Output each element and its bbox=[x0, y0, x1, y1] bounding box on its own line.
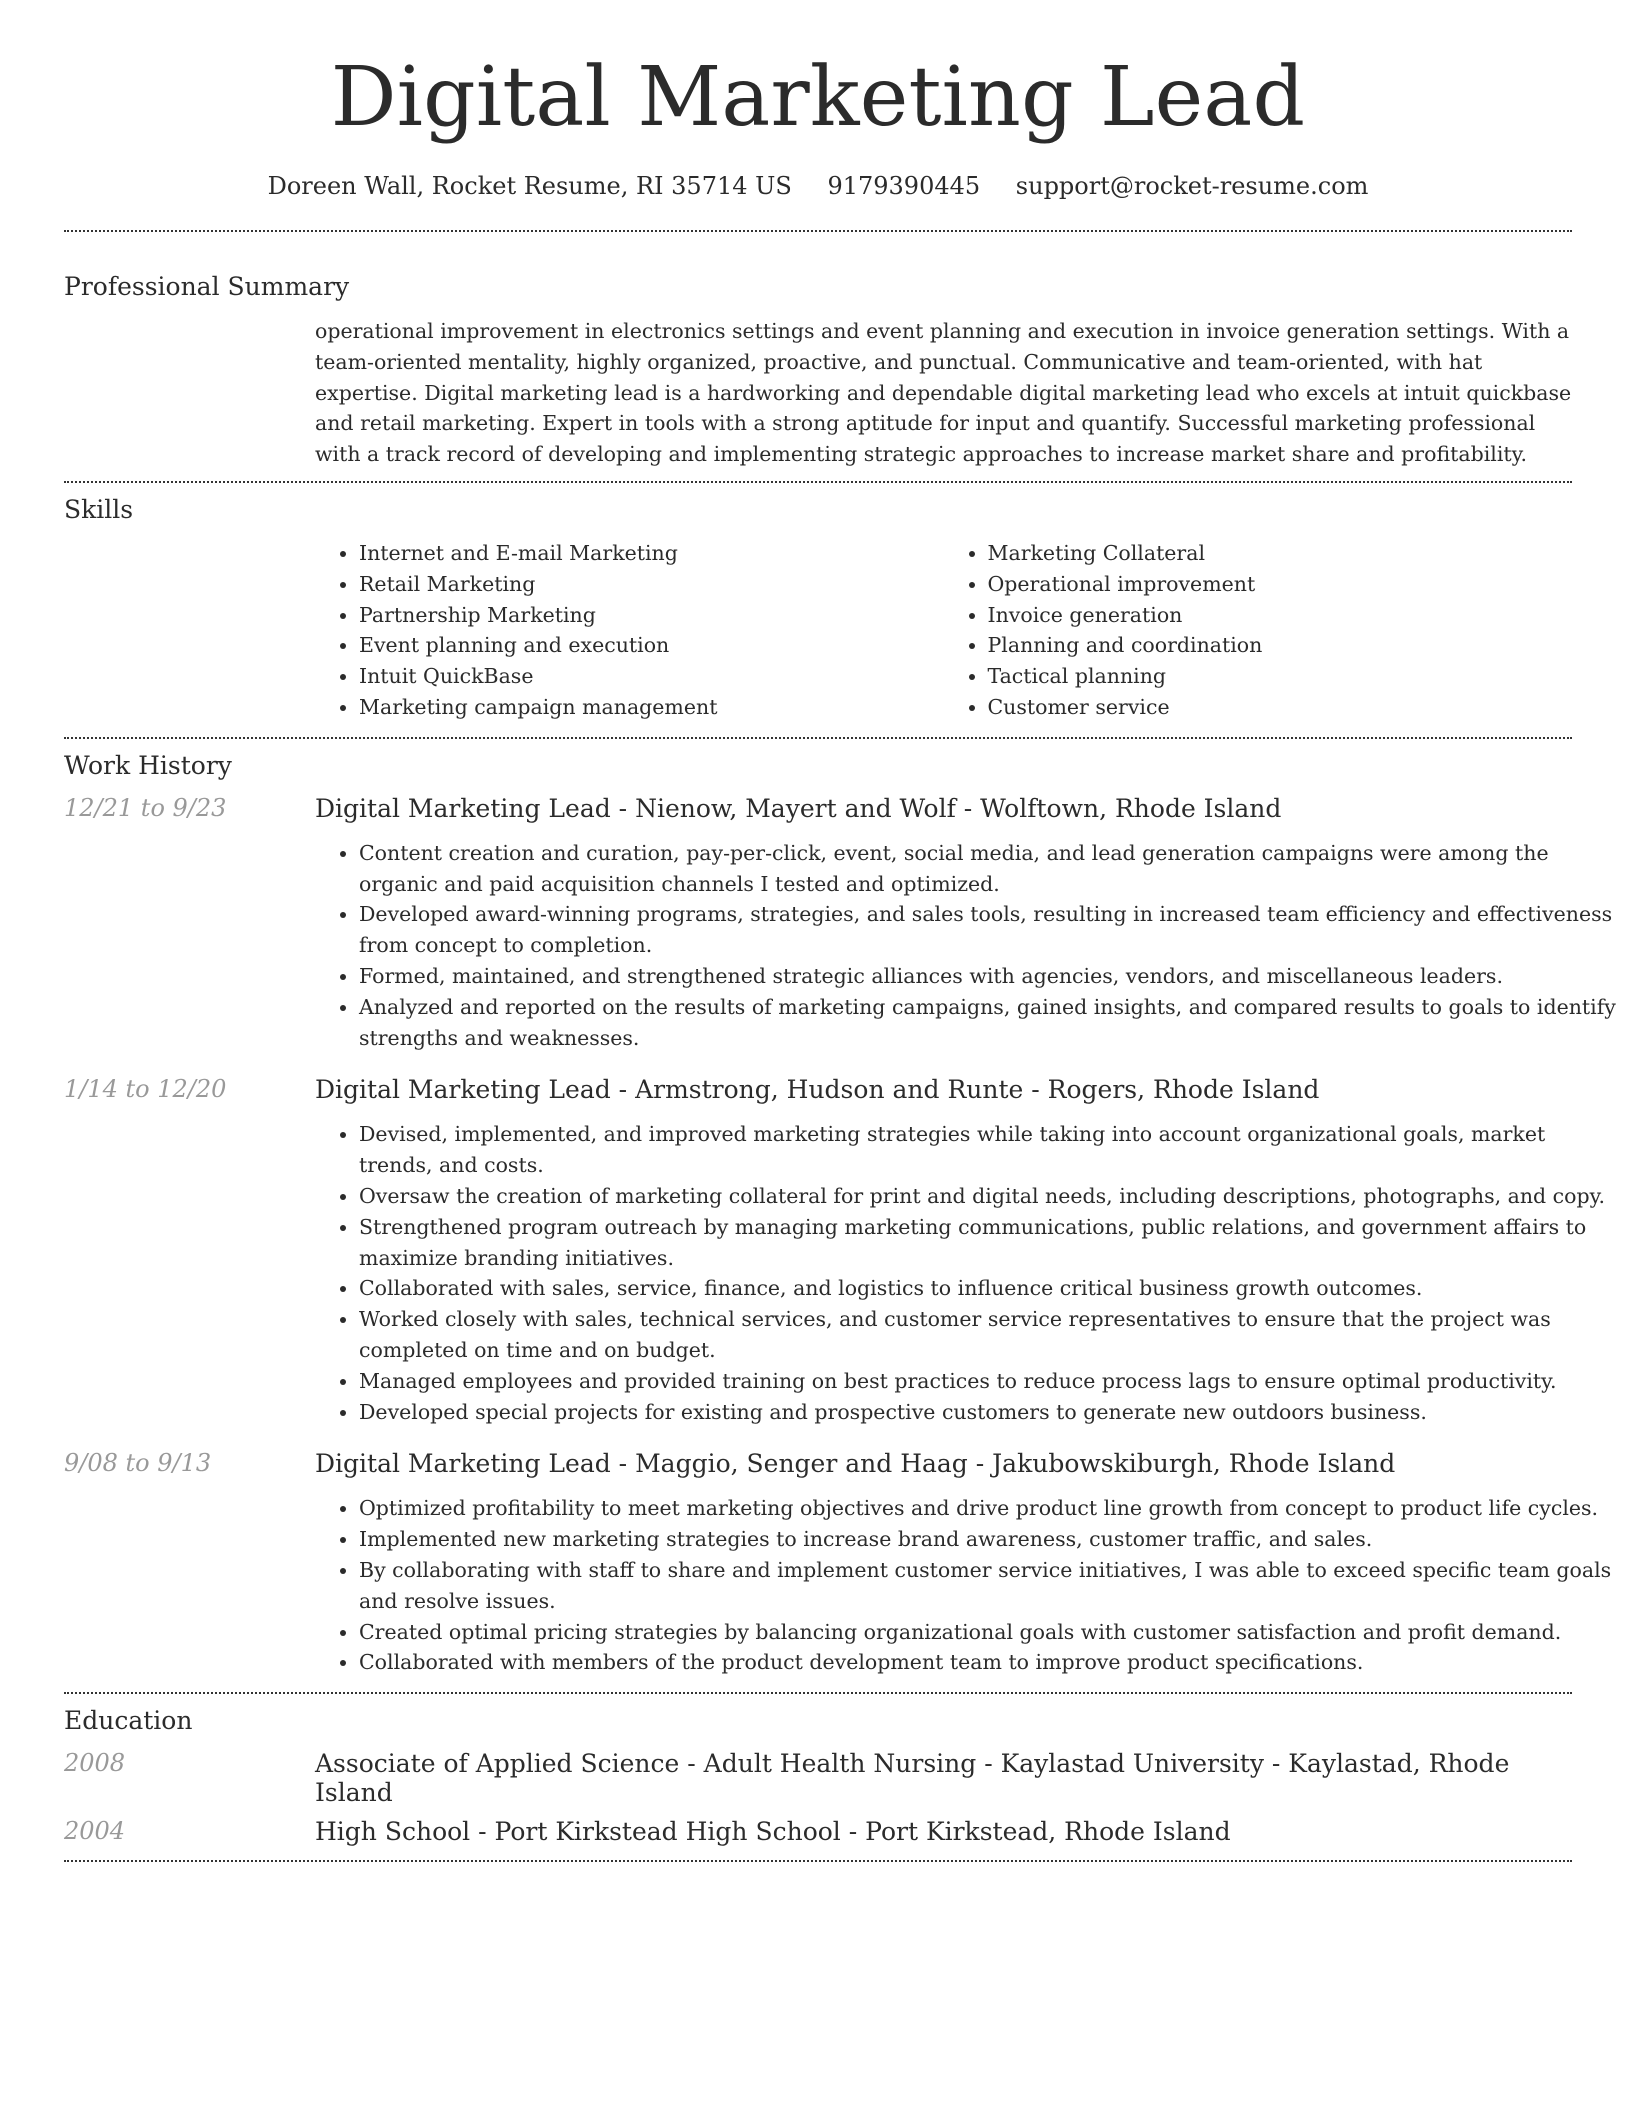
skill-item: • Retail Marketing bbox=[359, 569, 944, 600]
summary-heading: Professional Summary bbox=[64, 272, 350, 301]
contact-phone: 9179390445 bbox=[827, 172, 981, 200]
job-bullet: • Content creation and curation, pay-per-click, event, social media, and lead generation campaigns were among the organic and paid acquisition channels I tested and optimized. bbox=[359, 838, 1616, 900]
resume-name: Digital Marketing Lead bbox=[330, 50, 1306, 145]
divider bbox=[64, 1692, 1572, 1694]
skill-item: • Customer service bbox=[988, 692, 1573, 723]
summary-text: operational improvement in electronics settings and event planning and execution in invoice generation settings. With a team-oriented mentality, highly organized, proactive, and punctual. Communicative and team-oriented, with hat expertise. Digital marketing lead is a hardworking and dependable digital marketing lead who excels at intuit quickbase and retail marketing. Expert in tools with a strong aptitude for input and quantify. Successful marketing professional with a track record of developing and implementing strategic approaches to increase market share and profitability. bbox=[315, 319, 1572, 467]
education-title: High School - Port Kirkstead High School - Port Kirkstead, Rhode Island bbox=[315, 1817, 1231, 1847]
education-year: 2008 bbox=[64, 1749, 126, 1778]
job-bullet: • Formed, maintained, and strengthened strategic alliances with agencies, vendors, and miscellaneous leaders. bbox=[359, 961, 1616, 992]
job-bullets bbox=[315, 1493, 1616, 1678]
job-bullet: • Devised, implemented, and improved marketing strategies while taking into account organizational goals, market trends, and costs. bbox=[359, 1119, 1616, 1181]
work-heading: Work History bbox=[64, 750, 232, 780]
divider bbox=[64, 737, 1572, 739]
job-title: Digital Marketing Lead - Maggio, Senger and Haag - Jakubowskiburgh, Rhode Island bbox=[315, 1449, 1396, 1479]
job-dates: 9/08 to 9/13 bbox=[64, 1449, 212, 1478]
job-dates: 12/21 to 9/23 bbox=[64, 793, 227, 822]
job-dates: 1/14 to 12/20 bbox=[64, 1075, 227, 1104]
divider bbox=[64, 481, 1572, 483]
skills-column-right bbox=[944, 538, 1573, 723]
skills-list bbox=[315, 538, 1572, 723]
job-bullets bbox=[315, 1119, 1616, 1427]
skills-column-left bbox=[315, 538, 944, 723]
skill-item: • Internet and E-mail Marketing bbox=[359, 538, 944, 569]
contact-address: Doreen Wall, Rocket Resume, RI 35714 US bbox=[267, 172, 792, 200]
job-bullet: • Collaborated with sales, service, finance, and logistics to influence critical business growth outcomes. bbox=[359, 1273, 1616, 1304]
job-bullet: • Collaborated with members of the product development team to improve product specifications. bbox=[359, 1647, 1616, 1678]
skill-item: • Invoice generation bbox=[988, 600, 1573, 631]
job-entry bbox=[64, 793, 1616, 1054]
skill-item: • Operational improvement bbox=[988, 569, 1573, 600]
skill-item: • Intuit QuickBase bbox=[359, 661, 944, 692]
resume-page bbox=[64, 0, 1616, 1862]
job-entry bbox=[64, 1449, 1612, 1678]
education-entry bbox=[64, 1749, 1572, 1808]
education-entry bbox=[64, 1817, 1572, 1857]
skill-item: • Planning and coordination bbox=[988, 630, 1573, 661]
job-bullets bbox=[315, 838, 1616, 1054]
contact-line bbox=[64, 172, 1572, 202]
job-bullet: • Oversaw the creation of marketing collateral for print and digital needs, including descriptions, photographs, and copy. bbox=[359, 1181, 1616, 1212]
skill-item: • Event planning and execution bbox=[359, 630, 944, 661]
job-bullet: • Analyzed and reported on the results of marketing campaigns, gained insights, and compared results to goals to identify strengths and weaknesses. bbox=[359, 992, 1616, 1054]
skill-item: • Marketing campaign management bbox=[359, 692, 944, 723]
skill-item: • Marketing Collateral bbox=[988, 538, 1573, 569]
education-heading: Education bbox=[64, 1706, 193, 1736]
skill-item: • Partnership Marketing bbox=[359, 600, 944, 631]
job-bullet: • Managed employees and provided training on best practices to reduce process lags to ensure optimal productivity. bbox=[359, 1366, 1616, 1397]
contact-email: support@rocket-resume.com bbox=[1015, 172, 1369, 200]
job-entry bbox=[64, 1075, 1606, 1427]
job-bullet: • Strengthened program outreach by managing marketing communications, public relations, and government affairs to maximize branding initiatives. bbox=[359, 1212, 1616, 1274]
job-bullet: • Optimized profitability to meet marketing objectives and drive product line growth from concept to product life cycles. bbox=[359, 1493, 1616, 1524]
job-bullet: • Developed award-winning programs, strategies, and sales tools, resulting in increased team efficiency and effectiveness from concept to completion. bbox=[359, 899, 1616, 961]
job-title: Digital Marketing Lead - Armstrong, Hudson and Runte - Rogers, Rhode Island bbox=[315, 1075, 1320, 1105]
skill-item: • Tactical planning bbox=[988, 661, 1573, 692]
job-bullet: • Created optimal pricing strategies by balancing organizational goals with customer satisfaction and profit demand. bbox=[359, 1617, 1616, 1648]
education-title: Associate of Applied Science - Adult Health Nursing - Kaylastad University - Kaylastad, Rhode Island bbox=[315, 1749, 1510, 1808]
divider bbox=[64, 230, 1572, 232]
education-year: 2004 bbox=[64, 1817, 126, 1846]
job-bullet: • Implemented new marketing strategies to increase brand awareness, customer traffic, and sales. bbox=[359, 1524, 1616, 1555]
skills-heading: Skills bbox=[64, 494, 134, 524]
job-title: Digital Marketing Lead - Nienow, Mayert and Wolf - Wolftown, Rhode Island bbox=[315, 793, 1282, 823]
divider bbox=[64, 1860, 1572, 1862]
job-bullet: • Developed special projects for existing and prospective customers to generate new outdoors business. bbox=[359, 1397, 1616, 1428]
job-bullet: • Worked closely with sales, technical services, and customer service representatives to ensure that the project was completed on time and on budget. bbox=[359, 1304, 1616, 1366]
job-bullet: • By collaborating with staff to share and implement customer service initiatives, I was able to exceed specific team goals and resolve issues. bbox=[359, 1555, 1616, 1617]
